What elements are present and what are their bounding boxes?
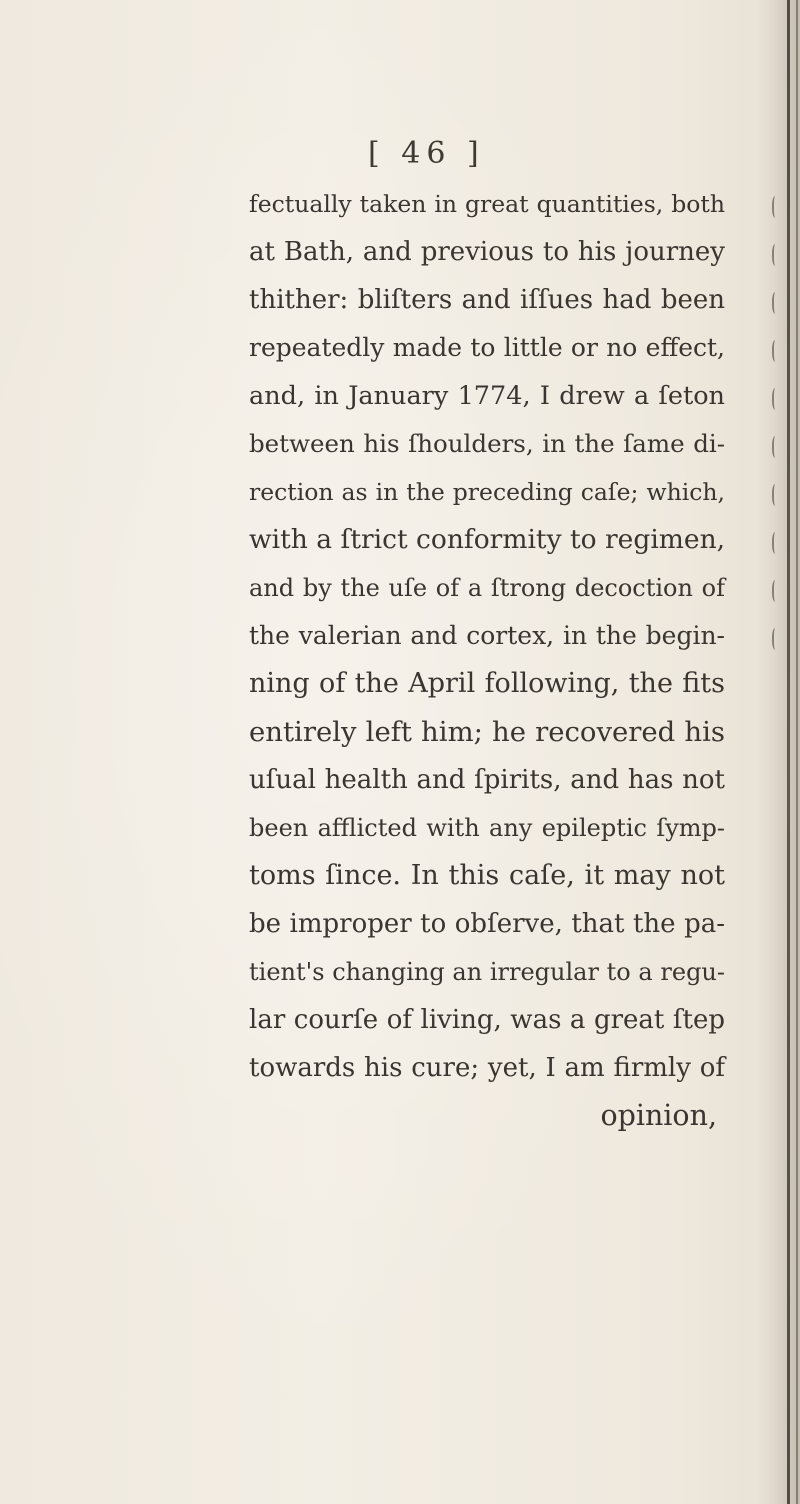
text-line: rection as in the preceding caſe; which, xyxy=(249,478,725,506)
text-line: with a ſtrict conformity to regimen, xyxy=(249,524,726,555)
show-through-mark xyxy=(772,340,780,362)
text-line: fectually taken in great quantities, both xyxy=(249,190,725,218)
text-line: be improper to obſerve, that the pa- xyxy=(249,909,725,939)
next-page-edge xyxy=(796,0,798,1504)
show-through-mark xyxy=(772,436,780,458)
text-line: been afflicted with any epileptic ſymp- xyxy=(249,814,725,842)
page-edge-shadow xyxy=(756,0,800,1504)
show-through-mark xyxy=(772,532,780,554)
show-through-mark xyxy=(772,292,780,314)
catchword-line: opinion, xyxy=(600,1099,717,1132)
body-text xyxy=(249,180,725,1140)
page-number: [ 46 ] xyxy=(368,136,485,171)
text-line: uſual health and ſpirits, and has not xyxy=(249,765,725,795)
text-line: and, in January 1774, I drew a ſeton xyxy=(249,381,725,411)
text-line: toms ſince. In this caſe, it may not xyxy=(249,860,725,891)
page-edge xyxy=(787,0,790,1504)
text-line: lar courſe of living, was a great ſtep xyxy=(249,1005,725,1035)
text-line: towards his cure; yet, I am firmly of xyxy=(249,1053,725,1083)
show-through-mark xyxy=(772,196,780,218)
show-through-mark xyxy=(772,484,780,506)
text-line: thither: bliſters and iſſues had been xyxy=(249,285,725,315)
show-through-mark xyxy=(772,580,780,602)
show-through-mark xyxy=(772,628,780,650)
text-line: repeatedly made to little or no effect, xyxy=(249,333,725,362)
text-line: entirely left him; he recovered his xyxy=(249,716,725,748)
text-line: at Bath, and previous to his journey xyxy=(249,237,725,267)
text-line: between his ſhoulders, in the ſame di- xyxy=(249,429,725,458)
show-through-mark xyxy=(772,388,780,410)
text-line: and by the uſe of a ſtrong decoction of xyxy=(249,574,725,602)
text-line: the valerian and cortex, in the begin- xyxy=(249,621,725,650)
show-through-mark xyxy=(772,244,780,266)
text-line: tient's changing an irregular to a regu- xyxy=(249,958,725,986)
text-line: ning of the April following, the fits xyxy=(249,668,725,699)
